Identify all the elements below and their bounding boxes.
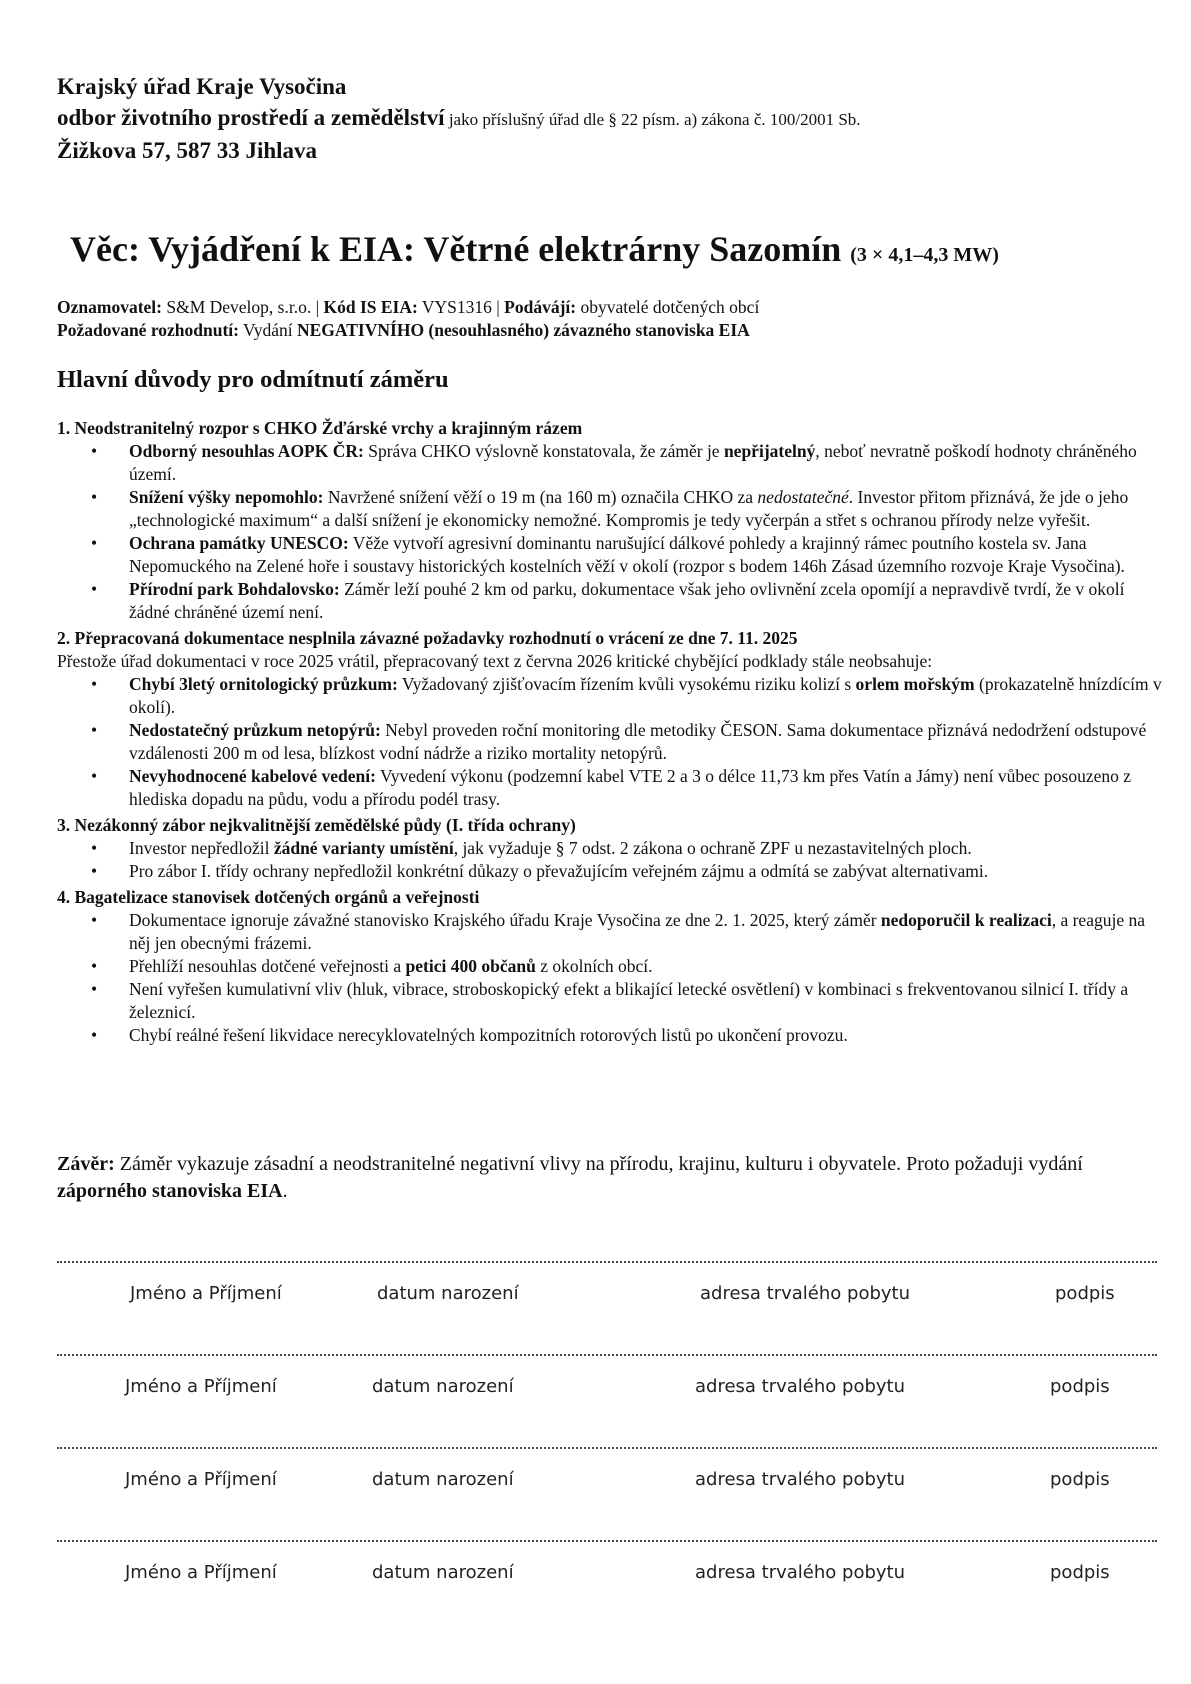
reasons-body [57, 417, 1172, 1050]
section-title: 2. Přepracovaná dokumentace nesplnila závazné požadavky rozhodnutí o vrácení ze dne 7. 11. 2025 [57, 628, 798, 648]
list-item: • Chybí 3letý ornitologický průzkum: Vyžadovaný zjišťovacím řízením kvůli vysokému riziku kolizí s orlem mořským (prokazatelně hnízdícím v okolí). [91, 674, 1162, 717]
list-item: • Ochrana památky UNESCO: Věže vytvoří agresivní dominantu narušující dálkové pohledy a krajinný rámec poutního kostela sv. Jana Nepomuckého na Zelené hoře i soustavy historických kostelních věží v okolí (rozpor s bodem 146h Zásad územního rozvoje Kraje Vysočina). [91, 533, 1125, 576]
signature-row [57, 1540, 1157, 1600]
meta-line-2: Požadované rozhodnutí: Vydání NEGATIVNÍHO (nesouhlasného) závazného stanoviska EIA [57, 320, 750, 340]
subject-capacity: (3 × 4,1–4,3 MW) [850, 244, 999, 266]
list-item: • Není vyřešen kumulativní vliv (hluk, vibrace, stroboskopický efekt a blikající letecké osvětlení) v kombinaci s frekventovanou silnicí I. třídy a železnicí. [91, 979, 1129, 1022]
recipient-department: odbor životního prostředí a zemědělství jako příslušný úřad dle § 22 písm. a) zákona č. 100/2001 Sb. [57, 105, 861, 130]
dob-field: datum narození [372, 1469, 514, 1490]
signature-row [57, 1354, 1157, 1414]
dob-field: datum narození [377, 1283, 519, 1304]
section-title: 1. Neodstranitelný rozpor s CHKO Žďárské vrchy a krajinným rázem [57, 418, 583, 438]
dotted-line [57, 1447, 1157, 1449]
signature-field: podpis [1050, 1376, 1110, 1397]
bullet-icon: • [91, 979, 98, 999]
subject-line [70, 228, 999, 270]
recipient-street: Žižkova 57, 587 33 Jihlava [57, 138, 318, 163]
dotted-line [57, 1261, 1157, 1263]
recipient-address [57, 71, 861, 166]
bullet-icon: • [91, 441, 98, 461]
bullet-icon: • [91, 674, 98, 694]
bullet-icon: • [91, 720, 98, 740]
dob-field: datum narození [372, 1562, 514, 1583]
subject-main: Věc: Vyjádření k EIA: Větrné elektrárny Sazomín [70, 229, 842, 269]
conclusion: Závěr: Záměr vykazuje zásadní a neodstranitelné negativní vlivy na přírodu, krajinu, kulturu i obyvatele. Proto požaduji vydání záporného stanoviska EIA. [57, 1153, 1083, 1202]
list-item: • Pro zábor I. třídy ochrany nepředložil konkrétní důkazy o převažujícím veřejném zájmu a odmítá se zabývat alternativami. [91, 861, 989, 881]
list-item: • Přírodní park Bohdalovsko: Záměr leží pouhé 2 km od parku, dokumentace však jeho ovlivnění zcela opomíjí a nepravdivě tvrdí, že v okolí žádné chráněné území není. [91, 579, 1125, 622]
bullet-list [57, 440, 1172, 624]
signature-row [57, 1261, 1157, 1321]
meta-line-1: Oznamovatel: S&M Develop, s.r.o. | Kód IS EIA: VYS1316 | Podávájí: obyvatelé dotčených obcí [57, 297, 760, 317]
bullet-icon: • [91, 487, 98, 507]
list-item: • Přehlíží nesouhlas dotčené veřejnosti a petici 400 občanů z okolních obcí. [91, 956, 653, 976]
section-intro: Přestože úřad dokumentaci v roce 2025 vrátil, přepracovaný text z června 2026 kritické chybějící podklady stále neobsahuje: [57, 651, 933, 671]
list-item: • Chybí reálné řešení likvidace nerecyklovatelných kompozitních rotorových listů po ukončení provozu. [91, 1025, 848, 1045]
address-field: adresa trvalého pobytu [700, 1283, 911, 1304]
section-title: 4. Bagatelizace stanovisek dotčených orgánů a veřejnosti [57, 887, 480, 907]
address-field: adresa trvalého pobytu [695, 1562, 906, 1583]
bullet-icon: • [91, 956, 98, 976]
bullet-icon: • [91, 533, 98, 553]
dob-field: datum narození [372, 1376, 514, 1397]
list-item: • Snížení výšky nepomohlo: Navržené snížení věží o 19 m (na 160 m) označila CHKO za nedostatečné. Investor přitom přiznává, že jde o jeho „technologické maximum“ a další snížení je ekonomicky nemožné. Kompromis je tedy vyčerpán a střet s ochranou přírody nelze vyřešit. [91, 487, 1129, 530]
signature-field: podpis [1050, 1562, 1110, 1583]
bullet-icon: • [91, 861, 98, 881]
bullet-list [57, 837, 1172, 883]
dotted-line [57, 1354, 1157, 1356]
address-field: adresa trvalého pobytu [695, 1376, 906, 1397]
bullet-icon: • [91, 766, 98, 786]
address-field: adresa trvalého pobytu [695, 1469, 906, 1490]
bullet-icon: • [91, 910, 98, 930]
meta-block [57, 296, 759, 342]
section-heading: Hlavní důvody pro odmítnutí záměru [57, 366, 449, 393]
list-item: • Odborný nesouhlas AOPK ČR: Správa CHKO výslovně konstatovala, že záměr je nepřijatelný, neboť nevratně poškodí hodnoty chráněného území. [91, 441, 1137, 484]
list-item: • Dokumentace ignoruje závažné stanovisko Krajského úřadu Kraje Vysočina ze dne 2. 1. 2025, který záměr nedoporučil k realizaci, a reaguje na něj jen obecnými frázemi. [91, 910, 1145, 953]
name-field: Jméno a Příjmení [130, 1283, 282, 1304]
signature-field: podpis [1055, 1283, 1115, 1304]
name-field: Jméno a Příjmení [125, 1469, 277, 1490]
bullet-icon: • [91, 579, 98, 599]
recipient-office: Krajský úřad Kraje Vysočina [57, 74, 347, 99]
name-field: Jméno a Příjmení [125, 1562, 277, 1583]
list-item: • Nevyhodnocené kabelové vedení: Vyvedení výkonu (podzemní kabel VTE 2 a 3 o délce 11,73 km přes Vatín a Jámy) není vůbec posouzeno z hlediska dopadu na půdu, vodu a přírodu podél trasy. [91, 766, 1132, 809]
bullet-icon: • [91, 1025, 98, 1045]
bullet-list [57, 673, 1172, 811]
name-field: Jméno a Příjmení [125, 1376, 277, 1397]
signature-field: podpis [1050, 1469, 1110, 1490]
bullet-list [57, 909, 1172, 1047]
section-title: 3. Nezákonný zábor nejkvalitnější zemědělské půdy (I. třída ochrany) [57, 815, 576, 835]
signature-row [57, 1447, 1157, 1507]
bullet-icon: • [91, 838, 98, 858]
dotted-line [57, 1540, 1157, 1542]
list-item: • Investor nepředložil žádné varianty umístění, jak vyžaduje § 7 odst. 2 zákona o ochraně ZPF u nezastavitelných ploch. [91, 838, 972, 858]
list-item: • Nedostatečný průzkum netopýrů: Nebyl proveden roční monitoring dle metodiky ČESON. Sama dokumentace přiznává nedodržení odstupové vzdálenosti 200 m od lesa, blízkost vodní nádrže a riziko mortality netopýrů. [91, 720, 1147, 763]
